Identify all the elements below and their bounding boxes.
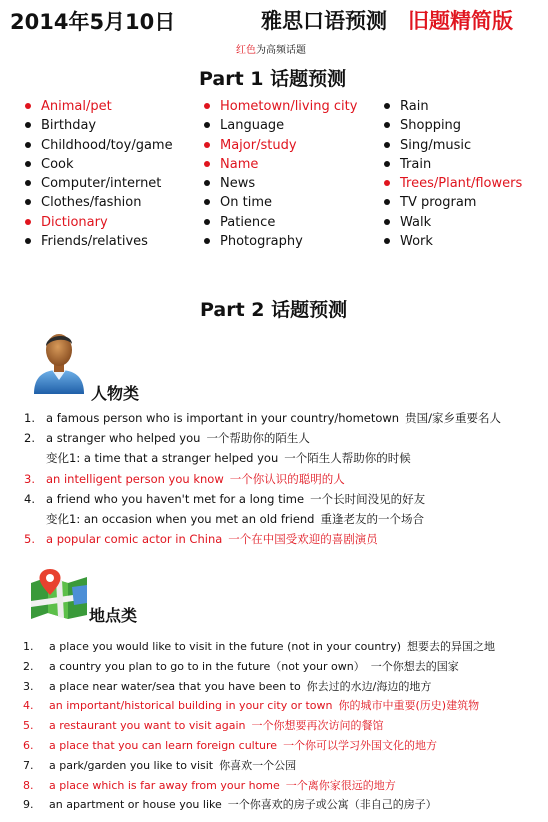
topic-line (46, 408, 501, 428)
topic-english-text: a famous person who is important in your country/hometown (46, 411, 400, 425)
topic-english-text: a park/garden you like to visit (49, 758, 214, 772)
bullet-icon (25, 180, 31, 186)
part1-topic-text: Sing/music (400, 137, 472, 153)
topic-number: 2. (23, 659, 34, 673)
date-heading: 2014年5月10日 (10, 10, 176, 34)
bullet-icon (384, 142, 390, 148)
topic-line (49, 696, 479, 716)
topic-chinese-text: 想要去的异国之地 (407, 640, 495, 653)
topic-number: 2. (24, 431, 35, 446)
part1-topic-item (25, 174, 173, 193)
part1-topic-text: Computer/internet (41, 176, 162, 192)
topic-chinese-text: 一个陌生人帮助你的时候 (284, 451, 411, 466)
bullet-icon (25, 199, 31, 205)
topic-number: 1. (23, 640, 34, 653)
part1-topic-text: Name (220, 156, 259, 172)
bullet-icon (384, 199, 390, 205)
topic-number: 7. (23, 758, 34, 772)
topic-line (46, 469, 345, 489)
part1-topic-item (204, 232, 357, 251)
part1-topic-text: Hometown/living city (220, 99, 358, 114)
bullet-icon (204, 122, 210, 128)
part1-topic-text: Dictionary (41, 214, 108, 230)
part1-topic-text: Trees/Plant/flowers (400, 176, 523, 192)
topic-chinese-text: 你喜欢一个公园 (219, 758, 297, 772)
topic-number: 8. (23, 778, 34, 792)
part1-topic-text: Language (220, 118, 285, 134)
part1-topic-text: Cook (41, 156, 74, 172)
topic-chinese-text: 一个离你家很远的地方 (285, 778, 396, 792)
topic-chinese-text: 你去过的水边/海边的地方 (306, 679, 432, 693)
topic-chinese-text: 你的城市中重要(历史)建筑物 (338, 699, 480, 713)
bullet-icon (204, 161, 210, 167)
part2-topic-item (23, 756, 545, 776)
bullet-icon (25, 142, 31, 148)
part1-topic-item (25, 136, 173, 155)
part1-topic-item (25, 213, 173, 232)
topic-number: 5. (24, 532, 35, 547)
topic-chinese-text: 一个你喜欢的房子或公寓（非自己的房子） (227, 798, 437, 812)
topic-number: 9. (23, 798, 34, 812)
part2-topic-item (24, 428, 544, 448)
part1-topic-item (25, 116, 173, 135)
topic-line (49, 736, 437, 756)
topic-chinese-text: 一个你可以学习外国文化的地方 (283, 738, 438, 752)
topic-number: 3. (23, 679, 34, 693)
part2-topic-item (24, 509, 544, 529)
topic-chinese-text: 一个你想去的国家 (370, 659, 459, 673)
bullet-icon (384, 103, 390, 109)
part1-topic-item (384, 193, 522, 212)
bullet-icon (384, 122, 390, 128)
part2-topic-item (24, 408, 544, 428)
topic-number: 4. (23, 699, 34, 713)
topic-english-text: a place near water/sea that you have been to (49, 679, 301, 693)
people-topic-list (24, 408, 544, 549)
part1-column-2 (204, 97, 357, 251)
bullet-icon (25, 122, 31, 128)
part2-topic-item (24, 489, 544, 509)
part1-topic-item (204, 193, 357, 212)
places-topic-list (23, 637, 545, 815)
bullet-icon (384, 180, 390, 186)
part1-topic-text: Clothes/fashion (41, 195, 142, 211)
part1-topic-item (384, 116, 522, 135)
part1-topic-item (384, 136, 522, 155)
part2-title: Part 2 话题预测 (200, 299, 348, 321)
topic-chinese-text: 一个长时间没见的好友 (310, 491, 426, 506)
part2-topic-item (24, 529, 544, 549)
topic-number: 3. (24, 471, 35, 486)
legend-note (236, 41, 306, 56)
topic-line (49, 716, 384, 736)
part1-topic-item (384, 213, 522, 232)
bullet-icon (204, 103, 210, 109)
map-icon (28, 567, 90, 619)
part1-topic-text: Rain (400, 99, 429, 114)
part1-topic-item (204, 174, 357, 193)
topic-english-text: a stranger who helped you (46, 431, 201, 446)
topic-line (49, 677, 431, 697)
bullet-icon (204, 238, 210, 244)
topic-english-text: 变化1: an occasion when you met an old friend (46, 511, 315, 526)
part1-topic-item (204, 213, 357, 232)
topic-english-text: an important/historical building in your city or town (49, 699, 333, 713)
part1-topic-text: Animal/pet (41, 99, 112, 114)
part1-topic-item (25, 155, 173, 174)
person-icon (30, 330, 88, 396)
topic-chinese-text: 一个你认识的聪明的人 (229, 471, 345, 486)
part1-topic-item (25, 232, 173, 251)
part1-topic-text: Birthday (41, 118, 97, 134)
part2-topic-item (23, 696, 545, 716)
part1-topic-item (204, 97, 357, 116)
part1-topic-text: Childhood/toy/game (41, 137, 173, 153)
topic-english-text: a country you plan to go to in the future（not your own） (49, 659, 365, 673)
bullet-icon (204, 219, 210, 225)
topic-line (46, 489, 425, 509)
part1-column-1 (25, 97, 173, 251)
bullet-icon (25, 238, 31, 244)
bullet-icon (25, 161, 31, 167)
part1-topic-text: Friends/relatives (41, 234, 148, 250)
part1-topic-item (204, 136, 357, 155)
bullet-icon (25, 219, 31, 225)
bullet-icon (204, 180, 210, 186)
bullet-icon (204, 142, 210, 148)
topic-english-text: a friend who you haven't met for a long time (46, 491, 305, 506)
part2-topic-item (23, 795, 545, 815)
part1-title: Part 1 话题预测 (199, 68, 347, 90)
part1-topic-item (25, 193, 173, 212)
topic-chinese-text: 一个你想要再次访问的餐馆 (251, 719, 384, 733)
topic-chinese-text: 一个帮助你的陌生人 (206, 431, 310, 446)
topic-chinese-text: 重逢老友的一个场合 (320, 511, 424, 526)
part1-topic-text: News (220, 176, 256, 192)
topic-line (49, 756, 296, 776)
part1-topic-item (25, 97, 173, 116)
topic-english-text: a restaurant you want to visit again (49, 719, 246, 733)
part1-topic-item (204, 116, 357, 135)
places-category-label: 地点类 (89, 606, 138, 625)
topic-number: 5. (23, 719, 34, 733)
legend-red-word: 红色 (236, 45, 256, 56)
part1-topic-item (384, 155, 522, 174)
part2-topic-item (24, 469, 544, 489)
part2-topic-item (24, 448, 544, 468)
document-title: 雅思口语预测 (261, 9, 387, 33)
part1-topic-text: Photography (220, 234, 303, 250)
part1-topic-text: Patience (220, 214, 276, 230)
topic-line (49, 795, 437, 815)
topic-english-text: a popular comic actor in China (46, 532, 223, 547)
topic-line (49, 776, 396, 796)
document-title-highlight: 旧题精简版 (408, 9, 513, 33)
topic-english-text: 变化1: a time that a stranger helped you (46, 451, 279, 466)
part1-topic-text: Work (400, 234, 433, 250)
bullet-icon (25, 103, 31, 109)
topic-english-text: an apartment or house you like (49, 798, 222, 812)
part1-topic-text: Walk (400, 214, 432, 230)
legend-note-text: 为高频话题 (256, 45, 306, 56)
topic-chinese-text: 一个在中国受欢迎的喜剧演员 (228, 532, 378, 547)
part1-topic-text: Train (400, 156, 432, 172)
topic-number: 4. (24, 491, 35, 506)
topic-english-text: a place you would like to visit in the future (not in your country) (49, 640, 401, 653)
part2-topic-item (23, 637, 545, 657)
part2-topic-item (23, 716, 545, 736)
topic-line (49, 657, 459, 677)
topic-line (46, 448, 411, 468)
part1-topic-item (384, 97, 522, 116)
part2-topic-item (23, 736, 545, 756)
part1-topic-text: Shopping (400, 118, 462, 134)
topic-line (49, 637, 495, 657)
bullet-icon (384, 161, 390, 167)
bullet-icon (204, 199, 210, 205)
people-category-label: 人物类 (91, 384, 140, 403)
part1-topic-text: TV program (400, 195, 477, 211)
part2-topic-item (23, 677, 545, 697)
part1-topic-item (204, 155, 357, 174)
topic-chinese-text: 贵国/家乡重要名人 (405, 411, 501, 425)
part1-topic-text: Major/study (220, 137, 297, 153)
topic-line (46, 428, 310, 448)
topic-english-text: a place that you can learn foreign culture (49, 738, 278, 752)
topic-line (46, 529, 378, 549)
part2-topic-item (23, 657, 545, 677)
part1-topic-item (384, 174, 522, 193)
topic-line (46, 509, 424, 529)
topic-english-text: a place which is far away from your home (49, 778, 280, 792)
part1-column-3 (384, 97, 522, 251)
topic-english-text: an intelligent person you know (46, 471, 224, 486)
part2-topic-item (23, 776, 545, 796)
topic-number: 6. (23, 738, 34, 752)
topic-number: 1. (24, 411, 35, 425)
part1-topic-text: On time (220, 195, 272, 211)
bullet-icon (384, 219, 390, 225)
part1-topic-item (384, 232, 522, 251)
bullet-icon (384, 238, 390, 244)
